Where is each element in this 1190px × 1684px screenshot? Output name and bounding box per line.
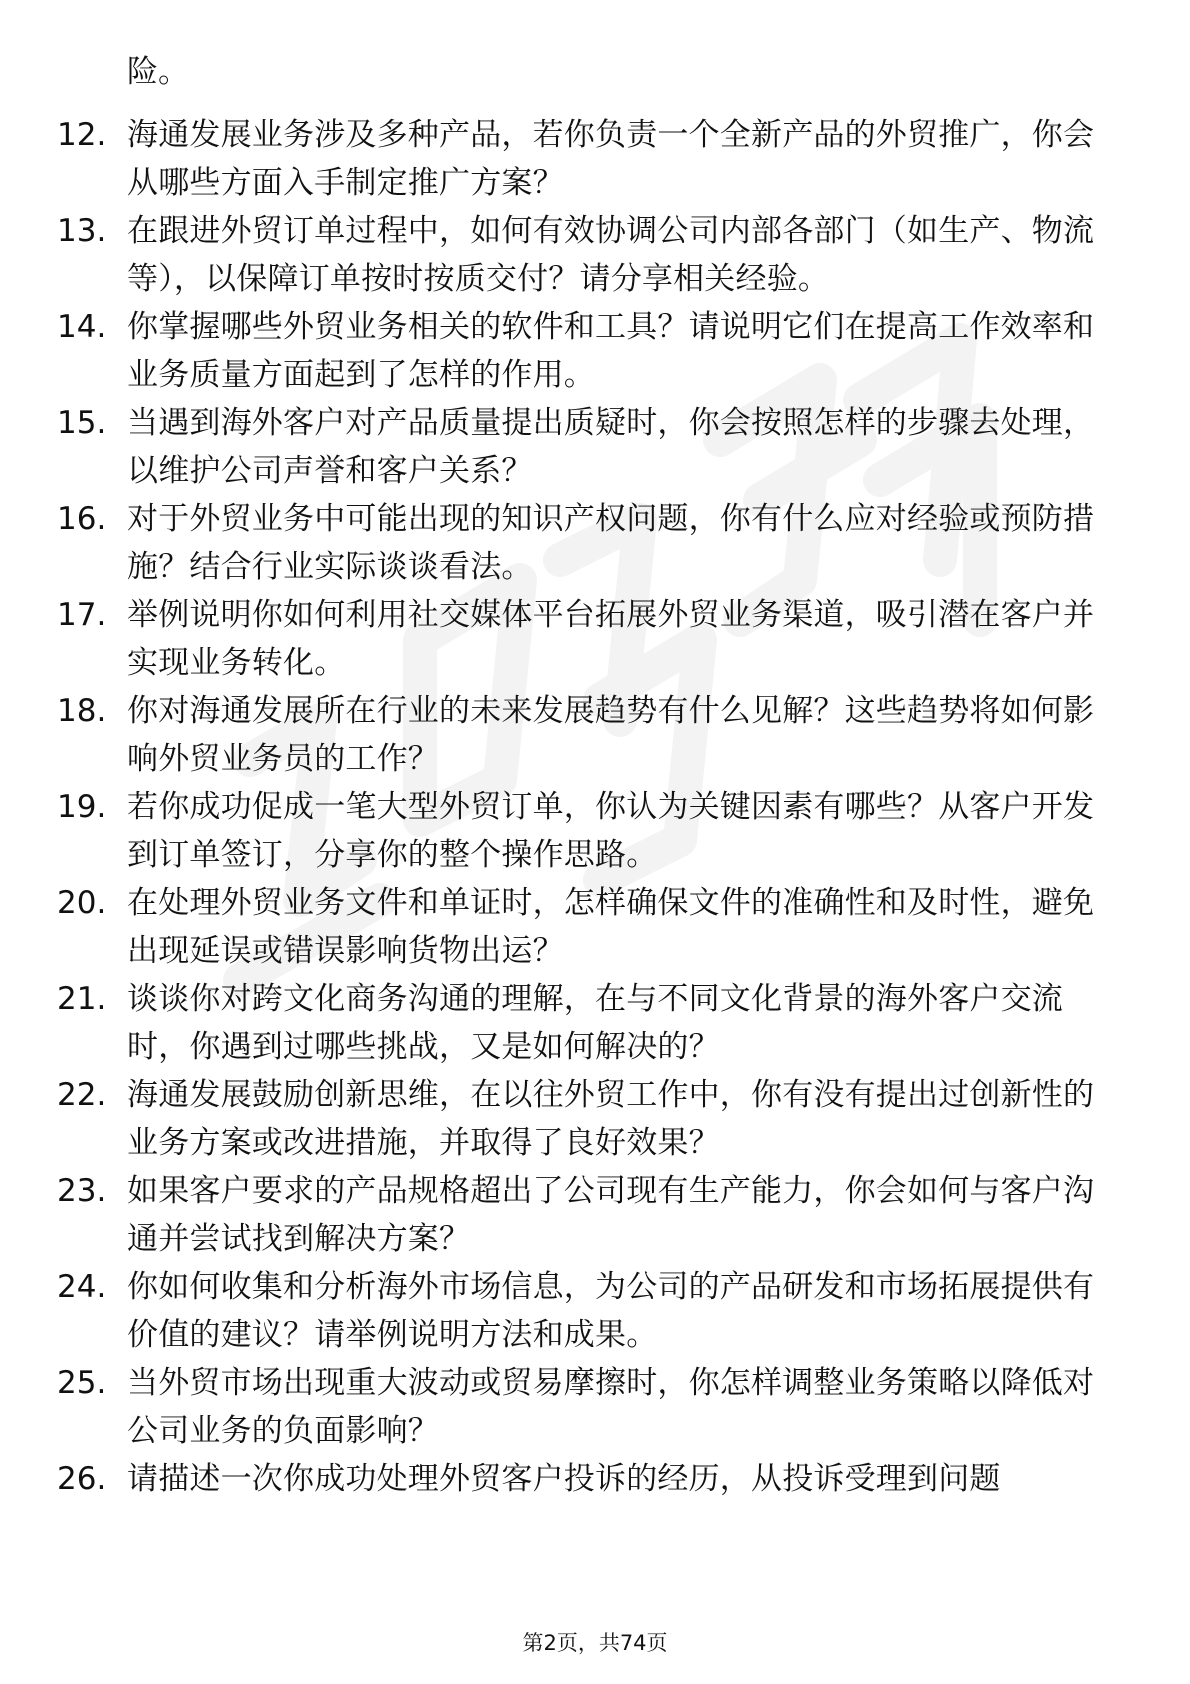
list-item [0,1071,1190,1171]
question-number: 24. [57,1269,107,1305]
list-item [0,207,1190,307]
question-text: 在处理外贸业务文件和单证时，怎样确保文件的准确性和及时性，避免出现延误或错误影响货物出运？ [127,885,1095,969]
question-text: 当遇到海外客户对产品质量提出质疑时，你会按照怎样的步骤去处理，以维护公司声誉和客户关系？ [127,405,1095,489]
list-item [0,879,1190,979]
list-item [0,687,1190,787]
question-number: 21. [57,981,107,1017]
question-text: 举例说明你如何利用社交媒体平台拓展外贸业务渠道，吸引潜在客户并实现业务转化。 [127,597,1095,681]
question-text: 你如何收集和分析海外市场信息，为公司的产品研发和市场拓展提供有价值的建议？请举例说明方法和成果。 [127,1269,1095,1353]
list-item [0,1455,1190,1555]
question-number: 20. [57,885,107,921]
question-number: 23. [57,1173,107,1209]
question-number: 16. [57,501,107,537]
question-number: 18. [57,693,107,729]
question-number: 22. [57,1077,107,1113]
carry-over-text: 险。 [127,54,189,90]
question-text: 若你成功促成一笔大型外贸订单，你认为关键因素有哪些？从客户开发到订单签订，分享你的整个操作思路。 [127,789,1095,873]
list-item [0,399,1190,499]
question-text: 在跟进外贸订单过程中，如何有效协调公司内部各部门（如生产、物流等），以保障订单按时按质交付？请分享相关经验。 [127,213,1095,297]
question-text: 谈谈你对跨文化商务沟通的理解，在与不同文化背景的海外客户交流时，你遇到过哪些挑战，又是如何解决的？ [127,981,1063,1065]
question-text: 对于外贸业务中可能出现的知识产权问题，你有什么应对经验或预防措施？结合行业实际谈谈看法。 [127,501,1095,585]
question-number: 26. [57,1461,107,1497]
question-number: 15. [57,405,107,441]
question-text: 你掌握哪些外贸业务相关的软件和工具？请说明它们在提高工作效率和业务质量方面起到了怎样的作用。 [127,309,1095,393]
list-item [0,1359,1190,1459]
question-text: 海通发展业务涉及多种产品，若你负责一个全新产品的外贸推广，你会从哪些方面入手制定推广方案？ [127,117,1095,201]
list-item [0,975,1190,1075]
list-item [0,1263,1190,1363]
question-number: 13. [57,213,107,249]
question-text: 你对海通发展所在行业的未来发展趋势有什么见解？这些趋势将如何影响外贸业务员的工作？ [127,693,1095,777]
question-number: 14. [57,309,107,345]
question-number: 25. [57,1365,107,1401]
list-item [0,591,1190,691]
question-text: 如果客户要求的产品规格超出了公司现有生产能力，你会如何与客户沟通并尝试找到解决方案？ [127,1173,1095,1257]
question-text: 当外贸市场出现重大波动或贸易摩擦时，你怎样调整业务策略以降低对公司业务的负面影响？ [127,1365,1095,1449]
question-text: 请描述一次你成功处理外贸客户投诉的经历，从投诉受理到问题 [127,1461,1001,1497]
question-number: 17. [57,597,107,633]
list-item [0,783,1190,883]
list-item [0,111,1190,211]
question-number: 19. [57,789,107,825]
list-item [0,1167,1190,1267]
question-text: 海通发展鼓励创新思维，在以往外贸工作中，你有没有提出过创新性的业务方案或改进措施，并取得了良好效果？ [127,1077,1095,1161]
question-number: 12. [57,117,107,153]
page-footer: 第2页，共74页 [522,1631,668,1655]
list-item [0,495,1190,595]
list-item [0,303,1190,403]
